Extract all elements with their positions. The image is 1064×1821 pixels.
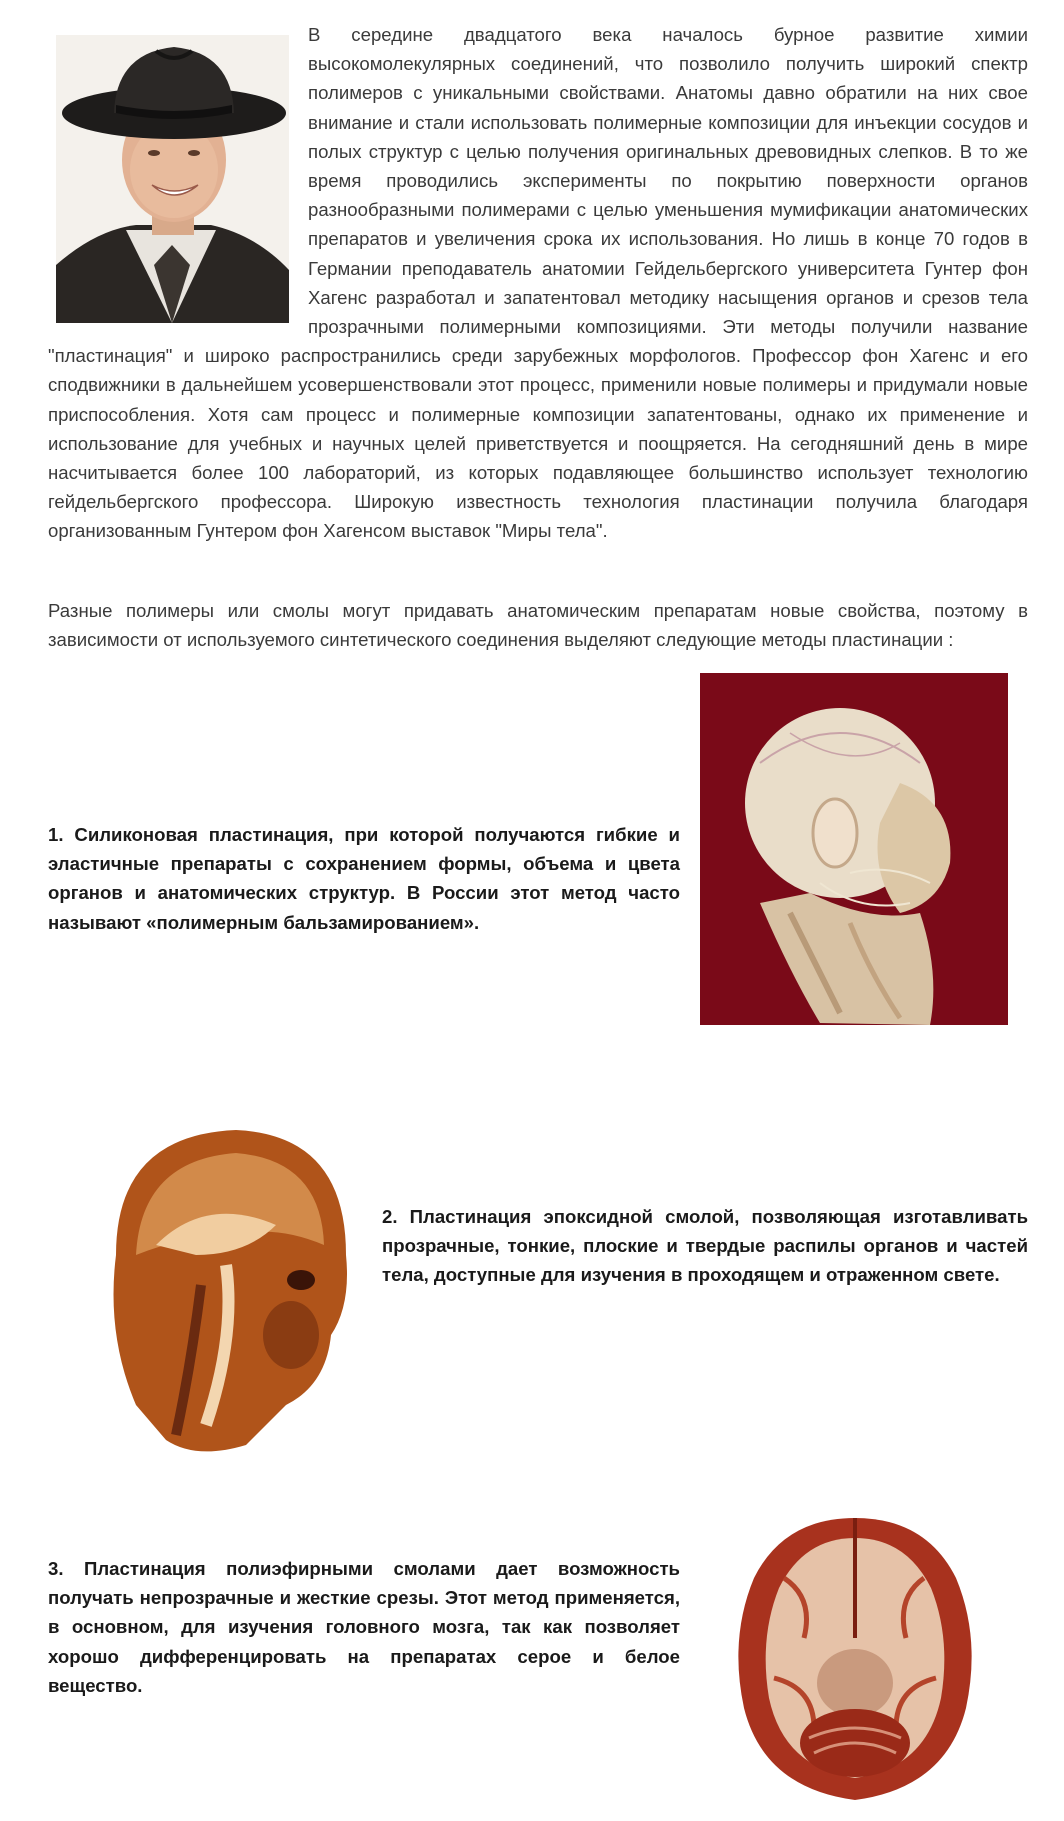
sagittal-section-icon [76,1105,366,1465]
intro-text: В середине двадцатого века началось бурное развитие химии высокомолекулярных соединений, что позволило получить широкий спектр полимеров с уникальными свойствами. Анатомы давно обратили на них свое внимание и стали использовать полимерные композиции для инъекции сосудов и полых структур с целью получения оригинальных древовидных слепков. В то же время проводились эксперименты по покрытию поверхности органов разнообразными полимерами с целью уменьшения мумификации анатомических препаратов и увеличения срока их использования. Но лишь в конце 70 годов в Германии преподаватель анатомии Гейдельбергского университета Гунтер фон Хагенс разработал и запатентовал методику насыщения органов и срезов тела прозрачными полимерными композициями. Эти методы получили название "пластинация" и широко распространились среди зарубежных морфологов. Профессор фон Хагенс и его сподвижники в дальнейшем усовершенствовали этот процесс, применили новые полимеры и придумали новые приспособления. Хотя сам процесс и полимерные композиции запатентованы, однако их применение и использование для учебных и научных целей приветствуется и поощряется. На сегодняшний день в мире насчитывается более 100 лабораторий, из которых подавляющее большинство использует технологию гейдельбергского профессора. Широкую известность технология пластинации получила благодаря организованным Гунтером фон Хагенсом выставок "Миры тела". [48,24,1028,542]
method-2-text: 2. Пластинация эпоксидной смолой, позволяющая изготавливать прозрачные, тонкие, плоские и твердые распилы органов и частей тела, доступные для изучения в проходящем и отраженном свете. [382,1206,1028,1286]
method-3-text: 3. Пластинация полиэфирными смолами дает возможность получать непрозрачные и жесткие срезы. Этот метод применяется, в основном, для изучения головного мозга, так как позволяет хорошо дифференцировать на препаратах серое и белое вещество. [48,1558,680,1696]
brain-slice-icon [724,1508,986,1808]
plastinated-head-icon [700,673,1008,1025]
methods-intro-paragraph: Разные полимеры или смолы могут придавать анатомическим препаратам новые свойства, поэтому в зависимости от используемого синтетического соединения выделяют следующие методы пластинации : [48,600,1028,651]
photo-wrap-spacer [48,20,308,318]
method-1-text: 1. Силиконовая пластинация, при которой получаются гибкие и эластичные препараты с сохранением формы, объема и цвета органов и анатомических структур. В России этот метод часто называют «полимерным бальзамированием». [48,824,680,933]
intro-paragraph [48,20,1028,546]
